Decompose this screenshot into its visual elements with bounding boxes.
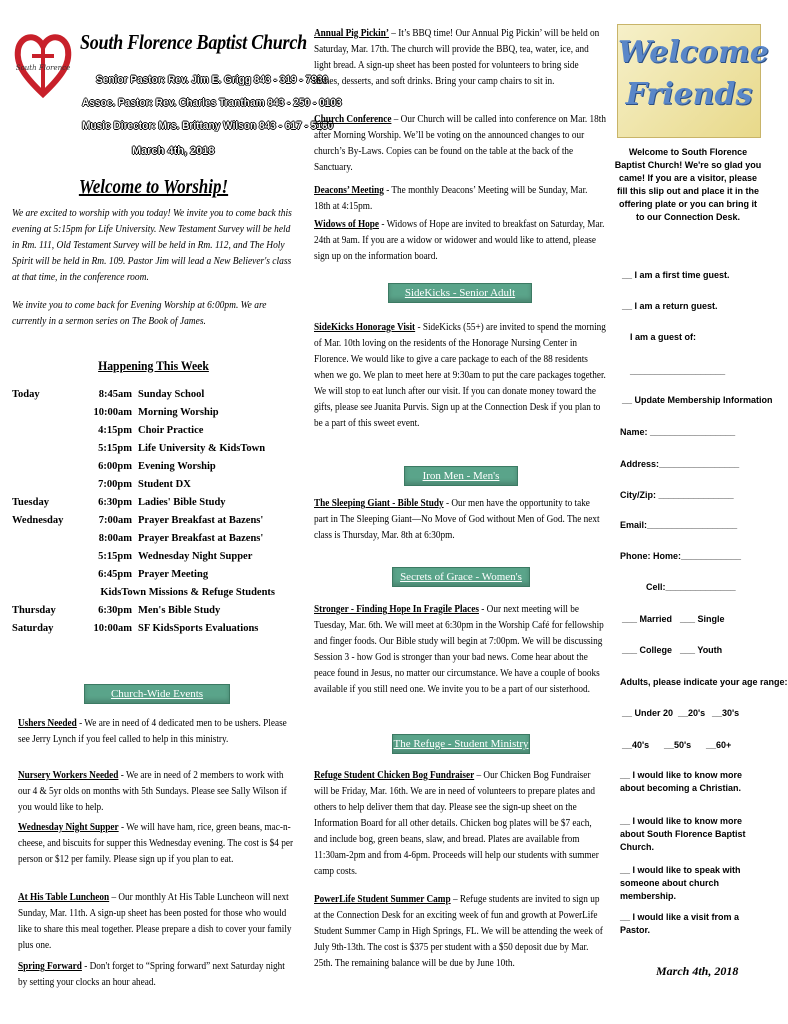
welcome-para-1: We are excited to worship with you today! We invite you to come back this evening at 5:15pm for Life University. New Testament Survey will be held in Rm. 111, Old Testament Survey will be held in Rm. 112, and The Holy Spirit will be held in Rm. 109. Pastor Jim will lead a New Believer's class at that time, in the conference room. xyxy=(12,208,292,283)
schedule-event: Morning Worship xyxy=(138,407,219,418)
schedule-time: 4:15pm xyxy=(98,425,132,436)
schedule-row xyxy=(12,620,295,638)
schedule-row xyxy=(12,386,295,404)
card-age-30s[interactable]: __30's xyxy=(712,708,740,718)
item-pig-pickin: Annual Pig Pickin’ – It’s BBQ time! Our Annual Pig Pickin’ will be held on Saturday, Mar. 17th. The church will provide the BBQ, tea, water, ice, and light bread. A sign-up sheet has been posted for volunteers to bring side dishes, desserts, and soft drinks. Bring your camp chairs to sit in. xyxy=(314,28,600,87)
schedule-row xyxy=(12,494,295,512)
schedule-row xyxy=(12,602,295,620)
card-age-40s[interactable]: __40's xyxy=(622,740,650,750)
schedule-event: Men's Bible Study xyxy=(138,605,221,616)
card-intro: Welcome to South Florence Baptist Church! We're so glad you came! If you are a visitor, please fill this slip out and place it in the offering plate or you can bring it to our Connection Desk. xyxy=(614,147,762,222)
schedule-time: 6:30pm xyxy=(98,605,132,616)
schedule-day: Wednesday xyxy=(12,515,64,526)
item-supper: Wednesday Night Supper - We will have ham, rice, green beans, mac-n-cheese, and biscuits for supper this Wednesday evening. The cost is $4 per person or $12 per family. Please sign up if you plan to eat. xyxy=(18,822,294,865)
schedule-day: Today xyxy=(12,389,40,400)
item-widows: Widows of Hope - Widows of Hope are invited to breakfast on Saturday, Mar. 24th at 9am. If you are a widow or widower and would like to attend, please sign up on the information board. xyxy=(314,219,605,262)
schedule-time: 6:30pm xyxy=(98,497,132,508)
schedule-time: 5:15pm xyxy=(98,443,132,454)
banner-iron-men: Iron Men - Men's Ministry xyxy=(404,466,518,486)
card-phone-field[interactable]: Phone: Home:____________ xyxy=(620,551,742,561)
schedule-day xyxy=(12,566,74,584)
schedule-day xyxy=(12,476,74,494)
card-married[interactable]: ___ Married xyxy=(622,614,673,624)
schedule-event: KidsTown Missions & Refuge Students xyxy=(100,587,275,598)
welcome-friends-graphic xyxy=(617,24,769,138)
schedule-event: Life University & KidsTown xyxy=(138,443,266,454)
schedule-row xyxy=(12,458,295,476)
schedule-day: Saturday xyxy=(12,623,54,634)
schedule-row xyxy=(12,440,295,458)
card-first-time[interactable]: __ I am a first time guest. xyxy=(622,270,730,280)
item-spring-forward: Spring Forward - Don't forget to “Spring forward” next Saturday night by setting your clocks an hour ahead. xyxy=(18,961,285,988)
schedule-day xyxy=(12,458,74,476)
welcome-word: Welcome xyxy=(618,35,769,70)
assoc-pastor: Assoc. Pastor: Rev. Charles Trantham 843 - 250 - 0103 xyxy=(82,97,342,109)
schedule-time: 6:00pm xyxy=(98,461,132,472)
schedule-time xyxy=(55,584,101,602)
item-church-conference: Church Conference – Our Church will be called into conference on Mar. 18th after Morning Worship. We’ll be voting on the announced changes to our church’s By-Laws. Copies can be found on the table at the back of the Sanctuary. xyxy=(314,114,606,173)
item-sleeping-giant: The Sleeping Giant - Bible Study - Our men have the opportunity to take part in The Sleeping Giant—No Move of God without Men of God. The next class is Thursday, Mar. 8th at 6:30pm. xyxy=(314,498,600,541)
schedule-row xyxy=(12,512,295,530)
card-city-field[interactable]: City/Zip: _______________ xyxy=(620,490,734,500)
schedule-event: Ladies' Bible Study xyxy=(138,497,226,508)
schedule-time: 8:45am xyxy=(98,389,132,400)
item-ushers: Ushers Needed - We are in need of 4 dedicated men to be ushers. Please see Jerry Lynch if you feel called to help in this ministry. xyxy=(18,718,287,745)
schedule-time: 7:00pm xyxy=(98,479,132,490)
card-college[interactable]: ___ College xyxy=(622,645,673,655)
schedule-day xyxy=(12,530,74,548)
schedule-day xyxy=(12,548,74,566)
card-email-field[interactable]: Email:__________________ xyxy=(620,520,738,530)
schedule-day xyxy=(12,440,74,458)
logo-text: South Florence xyxy=(15,64,71,72)
schedule-day xyxy=(12,584,55,602)
card-name-field[interactable]: Name: _________________ xyxy=(620,427,736,437)
schedule-day: Thursday xyxy=(12,605,56,616)
schedule-day: Tuesday xyxy=(12,497,49,508)
card-speak-membership[interactable]: __ I would like to speak with someone about church membership. xyxy=(620,865,741,901)
schedule-time: 7:00am xyxy=(98,515,132,526)
schedule-time: 10:00am xyxy=(93,623,132,634)
schedule-day xyxy=(12,404,74,422)
card-know-christian[interactable]: __ I would like to know more about becoming a Christian. xyxy=(620,770,743,793)
schedule-event: Wednesday Night Supper xyxy=(138,551,253,562)
card-return-guest[interactable]: __ I am a return guest. xyxy=(622,301,718,311)
schedule-row xyxy=(12,476,295,494)
banner-church-wide: Church-Wide Events xyxy=(84,684,230,704)
card-age-60-plus[interactable]: __60+ xyxy=(706,740,732,750)
card-youth[interactable]: ___ Youth xyxy=(680,645,723,655)
card-guest-of-label: I am a guest of: xyxy=(630,332,697,342)
item-sidekicks-visit: SideKicks Honorage Visit - SideKicks (55+) are invited to spend the morning of Mar. 10th loving on the residents of the Honorage Nursing Center in Florence. We would like to give a care package to each of the 88 residents when we go. We plan to meet here at 9:30am to put the care packages together. We will stop to eat lunch after our visit. If you can donate money toward the gifts, please see Juanita Purvis. Sign up at the Connection Desk if you plan to be a part of this sweet event. xyxy=(314,322,606,429)
item-summer-camp: PowerLife Student Summer Camp – Refuge students are invited to sign up at the Connection Desk for an exciting week of fun and growth at PowerLife Student Summer Camp in High Springs, FL. We will be attending the week of July 9th-13th. The cost is $375 per student with a $50 deposit due by Mar. 25th. The remaining balance will be due by June 10th. xyxy=(314,894,603,969)
schedule-row xyxy=(12,422,295,440)
schedule-row xyxy=(12,584,295,602)
schedule-event: Prayer Meeting xyxy=(138,569,209,580)
card-address-field[interactable]: Address:________________ xyxy=(620,459,740,469)
card-update-membership[interactable]: __ Update Membership Information xyxy=(622,395,773,405)
church-name: South Florence Baptist Church xyxy=(80,30,307,54)
schedule-event: Prayer Breakfast at Bazens' xyxy=(138,533,264,544)
header-date: March 4th, 2018 xyxy=(132,145,215,157)
schedule-row xyxy=(12,548,295,566)
card-date: March 4th, 2018 xyxy=(656,964,739,978)
schedule-list xyxy=(12,386,295,638)
card-age-under-20[interactable]: __ Under 20 xyxy=(622,708,674,718)
card-age-20s[interactable]: __20's xyxy=(678,708,706,718)
banner-refuge: The Refuge - Student Ministry xyxy=(392,734,530,754)
schedule-event: Evening Worship xyxy=(138,461,216,472)
schedule-time: 10:00am xyxy=(93,407,132,418)
card-age-prompt: Adults, please indicate your age range: xyxy=(620,677,788,687)
schedule-time: 5:15pm xyxy=(98,551,132,562)
schedule-event: Prayer Breakfast at Bazens' xyxy=(138,515,264,526)
friends-word: Friends xyxy=(625,77,753,112)
church-logo xyxy=(14,24,72,104)
item-nursery: Nursery Workers Needed - We are in need of 2 members to work with our 4 & 5yr olds on months with 5th Sundays. Please see Sally Wilson if you would like to help. xyxy=(18,770,287,813)
banner-sidekicks: SideKicks - Senior Adult Ministry xyxy=(388,283,532,303)
card-cell-field[interactable]: Cell:______________ xyxy=(646,582,736,592)
schedule-row xyxy=(12,566,295,584)
card-pastor-visit[interactable]: __ I would like a visit from a Pastor. xyxy=(620,912,740,935)
card-guest-of-field[interactable]: ___________________ xyxy=(630,366,726,376)
schedule-event: Sunday School xyxy=(138,389,205,400)
item-chicken-bog: Refuge Student Chicken Bog Fundraiser – Our Chicken Bog Fundraiser will be Friday, Mar. 16th. We are in need of volunteers to prepare plates and others to help deliver them that day. Please see the sign-up sheet on the Information Board for all other details. Chicken bog plates will be $7 each, and include bog, green beans, slaw, and bread. Plates are available from 11:30am-2pm and from 4-6pm. Proceeds will help our students with summer camp costs. xyxy=(314,770,599,877)
welcome-para-2: We invite you to come back for Evening Worship at 6:00pm. We are currently in a sermon series on The Book of James. xyxy=(12,300,267,327)
item-stronger: Stronger - Finding Hope In Fragile Places - Our next meeting will be Tuesday, Mar. 6th. We will meet at 6:30pm in the Worship Café for fellowship and finger foods. Our Bible study will begin at 7:00pm. We will be discussing Session 3 - how God is stronger than your bad news. Come hear about the peace found in Jesus, no matter our circumstance. We have a couple of books available if you still need one. We invite you to be a part of our sisterhood. xyxy=(314,604,604,695)
schedule-day xyxy=(12,422,74,440)
schedule-row xyxy=(12,530,295,548)
schedule-title: Happening This Week xyxy=(98,358,209,373)
senior-pastor: Senior Pastor: Rev. Jim E. Grigg 843 - 319 - 7930 xyxy=(96,74,329,86)
welcome-title: Welcome to Worship! xyxy=(78,176,229,198)
banner-secrets-of-grace: Secrets of Grace - Women's Ministry xyxy=(392,567,530,587)
card-know-sfbc[interactable]: __ I would like to know more about South Florence Baptist Church. xyxy=(620,816,746,852)
card-single[interactable]: ___ Single xyxy=(680,614,725,624)
schedule-event: SF KidsSports Evaluations xyxy=(138,623,259,634)
music-director: Music Director: Mrs. Brittany Wilson 843 - 617 - 5180 xyxy=(82,120,334,132)
schedule-row xyxy=(12,404,295,422)
schedule-event: Choir Practice xyxy=(138,425,204,436)
card-age-50s[interactable]: __50's xyxy=(664,740,692,750)
schedule-time: 6:45pm xyxy=(98,569,132,580)
schedule-event: Student DX xyxy=(138,479,191,490)
schedule-time: 8:00am xyxy=(98,533,132,544)
item-table-luncheon: At His Table Luncheon – Our monthly At His Table Luncheon will next Sunday, Mar. 11th. A sign-up sheet has been posted for those who would like to share this meal together. Please prepare a dish to cover your family plus one. xyxy=(18,892,292,951)
item-deacons: Deacons’ Meeting - The monthly Deacons’ Meeting will be Sunday, Mar. 18th at 4:15pm. xyxy=(314,185,588,212)
